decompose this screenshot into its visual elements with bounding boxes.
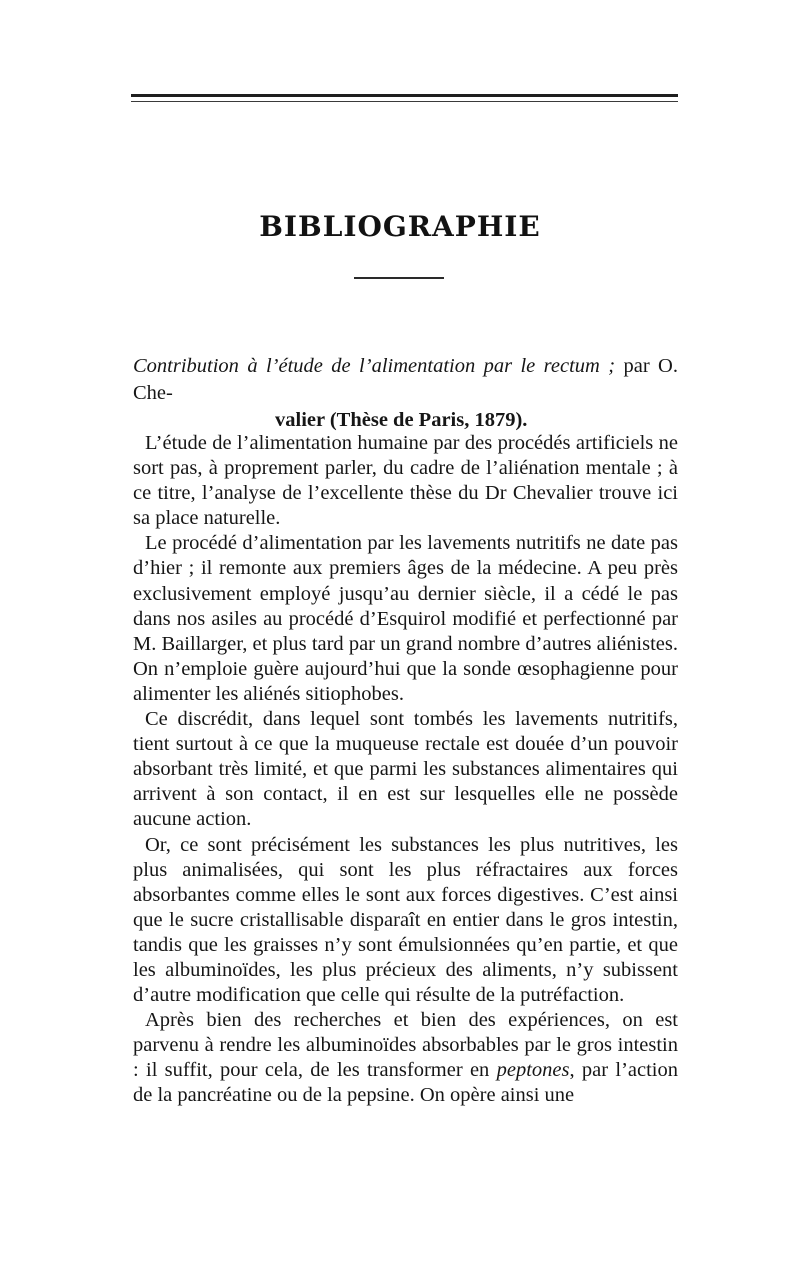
paragraph: L’étude de l’alimentation humaine par des procédés artificiels ne sort pas, à proprement parler, du cadre de l’aliénation mentale ; à ce titre, l’analyse de l’excellente thèse du Dr Chevalier trouve ici sa place naturelle. [133, 432, 678, 530]
reference-author-prefix: par O. Che- [133, 355, 678, 404]
paragraph-text-before: Après bien des recherches et bien des expériences, on est parvenu à rendre les albuminoïdes absorbables par le gros intestin : il suffit, pour cela, de les transformer en [133, 1009, 678, 1082]
paragraph: Ce discrédit, dans lequel sont tombés les lavements nutritifs, tient surtout à ce que la muqueuse rectale est douée d’un pouvoir absorbant très limité, et que parmi les substances alimentaires qui arrivent à son contact, il en est sur lesquelles elle ne possède aucune action. [133, 708, 678, 831]
header-rule-thick [131, 94, 678, 97]
reference-line-1 [133, 353, 678, 407]
bibliography-reference [133, 353, 678, 434]
title-underline-rule [354, 277, 444, 279]
paragraph [133, 1008, 678, 1108]
paragraph: Le procédé d’alimentation par les lavements nutritifs ne date pas d’hier ; il remonte aux premiers âges de la médecine. A peu près exclusivement employé jusqu’au dernier siècle, il a cédé le pas dans nos asiles au procédé d’Esquirol modifié et perfectionné par M. Baillarger, et plus tard par un grand nombre d’autres aliénistes. On n’emploie guère aujourd’hui que la sonde œsophagienne pour alimenter les aliénés sitiophobes. [133, 532, 678, 705]
section-title: BIBLIOGRAPHIE [259, 210, 541, 243]
reference-author-rest: valier (Thèse de Paris, 1879). [275, 409, 528, 431]
paragraph: Or, ce sont précisément les substances les plus nutritives, les plus animalisées, qui sont les plus réfractaires aux forces absorbantes comme elles le sont aux forces digestives. C’est ainsi que le sucre cristallisable disparaît en entier dans le gros intestin, tandis que les graisses n’y sont émulsionnées qu’en partie, et que les albuminoïdes, les plus précieux des aliments, n’y subissent d’autre modification que celle qui résulte de la putréfaction. [133, 833, 678, 1007]
paragraph-text-after: , par l’action de la pancréatine ou de la pepsine. On opère ainsi une [133, 1059, 678, 1107]
review-body [133, 431, 678, 1109]
header-rule-thin [131, 101, 678, 102]
paragraph-italic-term: peptones [496, 1059, 570, 1082]
reference-title: Contribution à l’étude de l’alimentation par le rectum ; [133, 355, 616, 377]
